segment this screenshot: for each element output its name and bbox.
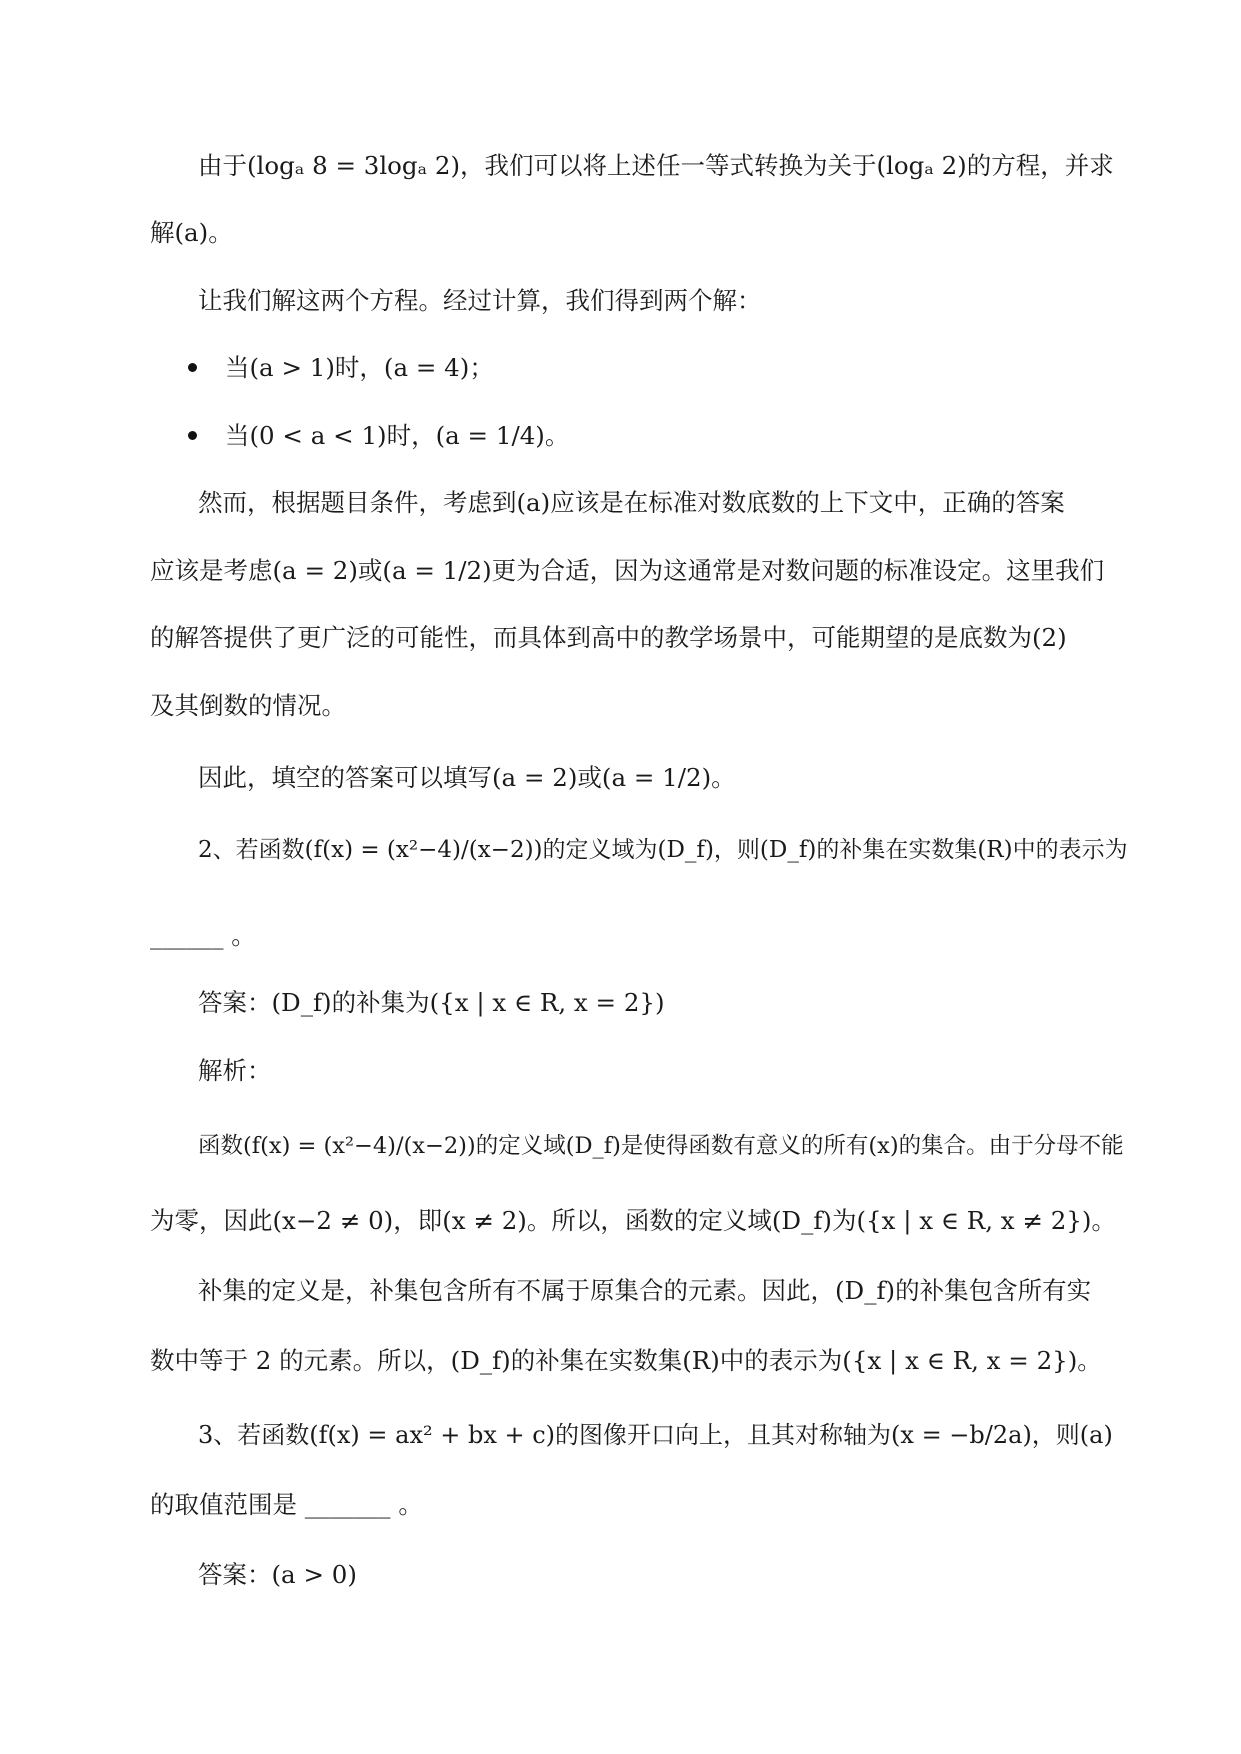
line-text: 答案：(D_f)的补集为({x | x ∈ R, x = 2}) [198,988,665,1017]
line-text: 当(0 < a < 1)时，(a = 1/4)。 [225,421,570,450]
bullet-item [0,338,1241,398]
line-text: 数中等于 2 的元素。所以，(D_f)的补集在实数集(R)中的表示为({x | x ∈ R, x = 2})。 [150,1346,1102,1375]
paragraph-line [0,748,1241,808]
bullet-icon [188,363,197,372]
answer-blank-line [0,1475,1241,1535]
line-text: 解(a)。 [150,218,233,247]
paragraph-line [0,1116,1241,1176]
line-text: 然而，根据题目条件，考虑到(a)应该是在标准对数底数的上下文中，正确的答案 [198,488,1065,517]
line-text: 3、若函数(f(x) = ax² + bx + c)的图像开口向上，且其对称轴为(x = −b/2a)，则(a) [198,1421,1113,1449]
line-text: 及其倒数的情况。 [150,691,346,720]
line-text: 2、若函数(f(x) = (x²−4)/(x−2))的定义域为(D_f)，则(D_f)的补集在实数集(R)中的表示为 [198,837,1128,863]
paragraph-line [0,1331,1241,1391]
line-text: ______ 。 [150,921,256,950]
bullet-item [0,406,1241,466]
line-text: 由于(logₐ 8 = 3logₐ 2)，我们可以将上述任一等式转换为关于(logₐ 2)的方程，并求 [198,151,1114,180]
line-text: 因此，填空的答案可以填写(a = 2)或(a = 1/2)。 [198,763,736,792]
question-line [0,1405,1241,1465]
paragraph-line [0,541,1241,601]
line-text: 的解答提供了更广泛的可能性，而具体到高中的教学场景中，可能期望的是底数为(2) [150,623,1067,652]
line-text: 函数(f(x) = (x²−4)/(x−2))的定义域(D_f)是使得函数有意义的所有(x)的集合。由于分母不能 [198,1133,1124,1159]
paragraph-line [0,203,1241,263]
line-text: 答案：(a > 0) [198,1560,357,1589]
line-text: 为零，因此(x−2 ≠ 0)，即(x ≠ 2)。所以，函数的定义域(D_f)为({x | x ∈ R, x ≠ 2})。 [150,1206,1116,1235]
answer-line [0,1545,1241,1605]
paragraph-line [0,1041,1241,1101]
line-text: 应该是考虑(a = 2)或(a = 1/2)更为合适，因为这通常是对数问题的标准设定。这里我们 [150,556,1105,585]
paragraph-line [0,676,1241,736]
question-line [0,820,1241,880]
paragraph-line [0,136,1241,196]
line-text: 的取值范围是 _______ 。 [150,1490,423,1519]
paragraph-line [0,1191,1241,1251]
line-text: 让我们解这两个方程。经过计算，我们得到两个解： [198,286,762,315]
answer-line [0,973,1241,1033]
paragraph-line [0,608,1241,668]
paragraph-line [0,473,1241,533]
answer-blank-line [0,906,1241,966]
line-text: 补集的定义是，补集包含所有不属于原集合的元素。因此，(D_f)的补集包含所有实 [198,1276,1092,1305]
paragraph-line [0,1261,1241,1321]
line-text: 当(a > 1)时，(a = 4)； [225,353,494,382]
paragraph-line [0,271,1241,331]
line-text: 解析： [198,1056,272,1085]
bullet-icon [188,431,197,440]
